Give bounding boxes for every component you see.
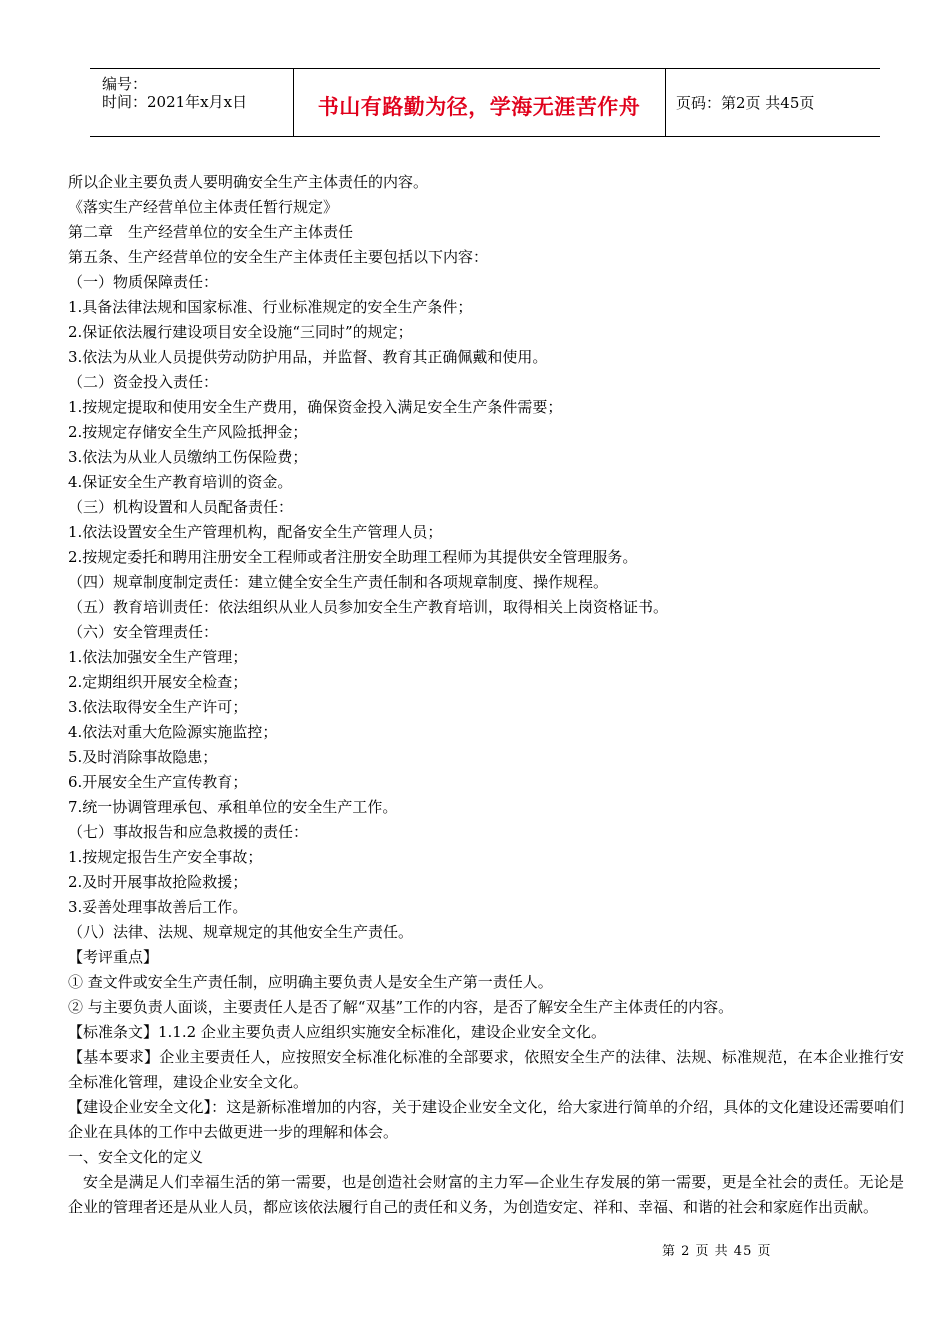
basic-requirements-paragraph: 【基本要求】企业主要责任人，应按照安全标准化标准的全部要求，依照安全生产的法律、法规、标准规范，在本企业推行安全标准化管理，建设企业安全文化。 (68, 1048, 904, 1091)
document-time-label: 时间：2021年x月x日 (102, 93, 248, 111)
list-item: 1.依法加强安全生产管理； (68, 648, 248, 666)
body-line: 所以企业主要负责人要明确安全生产主体责任的内容。 (68, 173, 429, 191)
review-points-heading: 【考评重点】 (68, 948, 159, 966)
section-heading: （八）法律、法规、规章规定的其他安全生产责任。 (68, 923, 414, 941)
list-item: 2.按规定存储安全生产风险抵押金； (68, 423, 308, 441)
section-heading: （二）资金投入责任： (68, 373, 219, 391)
document-title-line: 《落实生产经营单位主体责任暂行规定》 (68, 198, 339, 216)
article-heading: 第五条、生产经营单位的安全生产主体责任主要包括以下内容： (68, 248, 489, 266)
list-item: 1.按规定报告生产安全事故； (68, 848, 263, 866)
definition-paragraph: 安全是满足人们幸福生活的第一需要，也是创造社会财富的主力军—企业生存发展的第一需要，更是全社会的责任。无论是企业的管理者还是从业人员，都应该依法履行自己的责任和义务，为创造安定、祥和、幸福、和谐的社会和家庭作出贡献。 (68, 1173, 904, 1216)
list-item: 1.按规定提取和使用安全生产费用，确保资金投入满足安全生产条件需要； (68, 398, 563, 416)
header-motto: 书山有路勤为径，学海无涯苦作舟 (317, 95, 641, 119)
list-item: 2.保证依法履行建设项目安全设施“三同时”的规定； (68, 323, 413, 341)
safety-culture-paragraph: 【建设企业安全文化】：这是新标准增加的内容，关于建设企业安全文化，给大家进行简单的介绍，具体的文化建设还需要咱们企业在具体的工作中去做更进一步的理解和体会。 (68, 1098, 904, 1141)
list-item: 2.按规定委托和聘用注册安全工程师或者注册安全助理工程师为其提供安全管理服务。 (68, 548, 638, 566)
page-header (90, 68, 880, 137)
section-heading: （三）机构设置和人员配备责任： (68, 498, 294, 516)
standard-clause: 【标准条文】1.1.2 企业主要负责人应组织实施安全标准化，建设企业安全文化。 (68, 1023, 606, 1041)
list-item: 3.依法取得安全生产许可； (68, 698, 248, 716)
section-heading: （一）物质保障责任： (68, 273, 219, 291)
list-item: 7.统一协调管理承包、承租单位的安全生产工作。 (68, 798, 398, 816)
list-item: 4.保证安全生产教育培训的资金。 (68, 473, 293, 491)
list-item: 6.开展安全生产宣传教育； (68, 773, 248, 791)
header-page-cell (666, 69, 880, 136)
section-heading: （五）教育培训责任：依法组织从业人员参加安全生产教育培训，取得相关上岗资格证书。 (68, 598, 669, 616)
list-item: 1.具备法律法规和国家标准、行业标准规定的安全生产条件； (68, 298, 473, 316)
list-item: 5.及时消除事故隐患； (68, 748, 218, 766)
section-heading: （七）事故报告和应急救援的责任： (68, 823, 309, 841)
header-motto-cell (293, 69, 666, 136)
list-item: 3.依法为从业人员缴纳工伤保险费； (68, 448, 308, 466)
list-item: 2.及时开展事故抢险救援； (68, 873, 248, 891)
list-item: 3.妥善处理事故善后工作。 (68, 898, 248, 916)
document-number-label: 编号： (102, 75, 148, 93)
document-body (68, 170, 904, 1220)
review-point: ② 与主要负责人面谈，主要责任人是否了解“双基”工作的内容，是否了解安全生产主体责任的内容。 (68, 998, 734, 1016)
section-heading: （四）规章制度制定责任：建立健全安全生产责任制和各项规章制度、操作规程。 (68, 573, 609, 591)
section-heading: （六）安全管理责任： (68, 623, 219, 641)
list-item: 4.依法对重大危险源实施监控； (68, 723, 278, 741)
list-item: 1.依法设置安全生产管理机构，配备安全生产管理人员； (68, 523, 443, 541)
review-point: ① 查文件或安全生产责任制，应明确主要负责人是安全生产第一责任人。 (68, 973, 553, 991)
header-page-label: 页码：第2页 共45页 (676, 94, 815, 112)
list-item: 3.依法为从业人员提供劳动防护用品，并监督、教育其正确佩戴和使用。 (68, 348, 548, 366)
header-info-cell (90, 69, 294, 136)
section-heading: 一、安全文化的定义 (68, 1148, 204, 1166)
list-item: 2.定期组织开展安全检查； (68, 673, 248, 691)
page-footer: 第 2 页 共 45 页 (662, 1244, 772, 1259)
chapter-heading: 第二章 生产经营单位的安全生产主体责任 (68, 223, 354, 241)
